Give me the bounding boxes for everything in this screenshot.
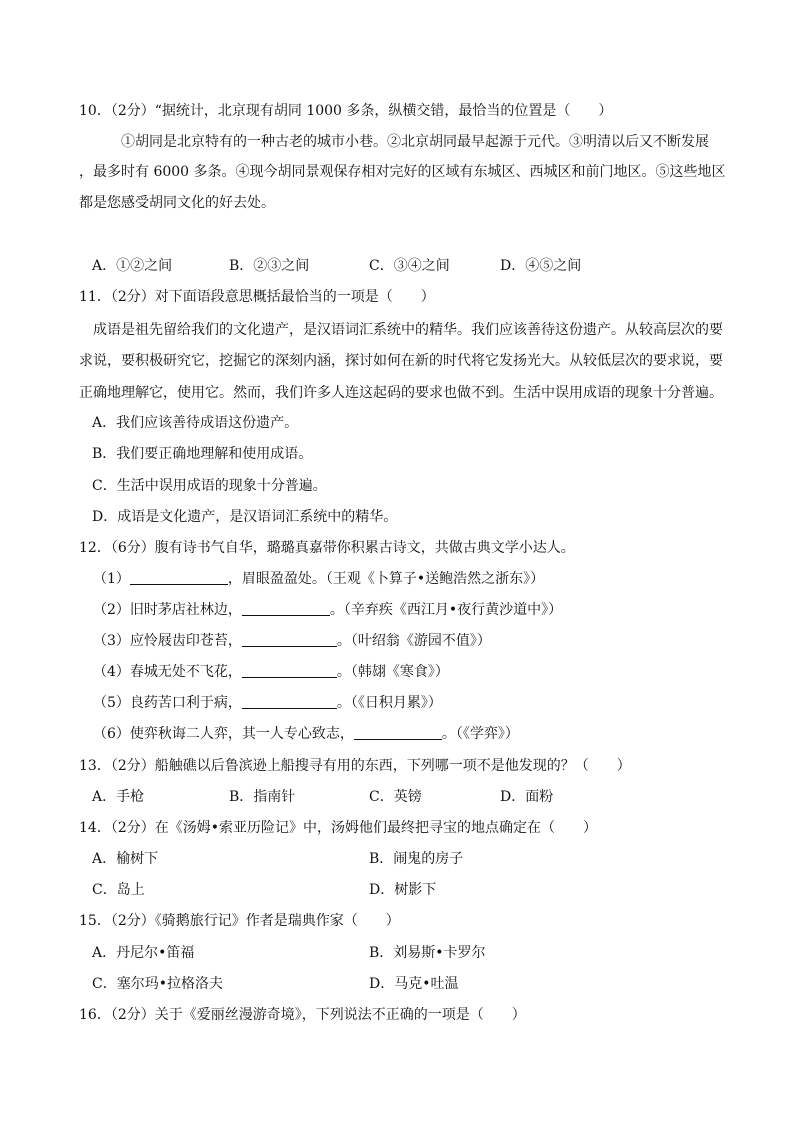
q10-passage-line-3: 都是您感受胡同文化的好去处。 [79,195,275,211]
q12-item-1 [93,570,544,588]
q12-item-4-prefix: （4）春城无处不飞花， [93,664,242,680]
q12-item-1-suffix: ，眉眼盈盈处。（王观《卜算子•送鲍浩然之浙东》） [227,571,545,587]
q12-item-6-blank[interactable] [354,725,442,740]
q13-option-b[interactable]: B．指南针 [229,789,296,805]
q12-item-4-blank[interactable] [242,663,337,678]
q12-item-5-prefix: （5）良药苦口利于病， [93,695,242,711]
q14-option-c[interactable]: C．岛上 [92,882,145,898]
q11-stem: 11．（2分）对下面语段意思概括最恰当的一项是（ ） [79,289,435,305]
q11-passage-line-2: 求说，要积极研究它，挖掘它的深刻内涵，探讨如何在新的时代将它发扬光大。从较低层次的要求说，要 [79,353,723,369]
q12-item-5-suffix: 。（《日积月累》） [336,695,442,711]
q14-stem: 14．（2分）在《汤姆•索亚历险记》中，汤姆他们最终把寻宝的地点确定在（ ） [79,820,597,836]
q10-option-c[interactable]: C．③④之间 [369,258,450,274]
q12-item-1-blank[interactable] [130,570,228,585]
q14-option-d[interactable]: D．树影下 [369,882,437,898]
q12-item-5 [93,694,442,712]
q12-item-4 [93,663,449,681]
q12-stem: 12．（6分）腹有诗书气自华，璐璐真嘉带你积累古诗文，共做古典文学小达人。 [79,540,575,556]
q13-stem: 13．（2分）船触礁以后鲁滨逊上船搜寻有用的东西，下列哪一项不是他发现的？（ ） [79,758,631,774]
q11-option-c[interactable]: C．生活中误用成语的现象十分普遍。 [92,478,327,494]
q10-option-b[interactable]: B．②③之间 [229,258,310,274]
q15-option-b[interactable]: B．刘易斯•卡罗尔 [369,945,486,961]
q13-option-d[interactable]: D．面粉 [500,789,554,805]
q10-option-d[interactable]: D．④⑤之间 [500,258,582,274]
q11-passage-line-3: 正确地理解它，使用它。然而，我们许多人连这起码的要求也做不到。生活中误用成语的现象十分普遍。 [79,385,723,401]
q15-option-c[interactable]: C．塞尔玛•拉格洛夫 [92,976,223,992]
q12-item-3-prefix: （3）应怜屐齿印苍苔， [93,633,242,649]
q15-option-a[interactable]: A．丹尼尔•笛福 [92,945,195,961]
q15-stem: 15．（2分）《骑鹅旅行记》作者是瑞典作家（ ） [79,913,400,929]
q12-item-6-suffix: 。（《学弈》） [441,726,519,742]
q11-option-d[interactable]: D．成语是文化遗产，是汉语词汇系统中的精华。 [92,509,398,525]
q12-item-3-suffix: 。（叶绍翁《游园不值》） [336,633,491,649]
q12-item-6 [93,725,519,743]
q11-passage-line-1: 成语是祖先留给我们的文化遗产，是汉语词汇系统中的精华。我们应该善待这份遗产。从较高层次的要 [93,322,723,338]
q12-item-3 [93,632,491,650]
q13-option-c[interactable]: C．英镑 [369,789,422,805]
q10-option-a[interactable]: A．①②之间 [92,258,173,274]
q10-passage-line-2: ，最多时有 6000 多条。④现今胡同景观保存相对完好的区域有东城区、西城区和前门地区。⑤这些地区 [79,164,726,180]
q12-item-2-blank[interactable] [242,601,330,616]
q12-item-6-prefix: （6）使弈秋诲二人弈，其一人专心致志， [93,726,354,742]
q12-item-3-blank[interactable] [242,632,337,647]
q12-item-5-blank[interactable] [242,694,337,709]
q12-item-2-prefix: （2）旧时茅店社林边， [93,602,242,618]
q14-option-a[interactable]: A．榆树下 [92,851,159,867]
q13-option-a[interactable]: A．手枪 [92,789,145,805]
q11-option-a[interactable]: A．我们应该善待成语这份遗产。 [92,415,299,431]
q15-option-d[interactable]: D．马克•吐温 [369,976,459,992]
q16-stem: 16．（2分）关于《爱丽丝漫游奇境》，下列说法不正确的一项是（ ） [79,1007,526,1023]
q12-item-2-suffix: 。（辛弃疾《西江月•夜行黄沙道中》） [329,602,563,618]
q12-item-2 [93,601,562,619]
q12-item-4-suffix: 。（韩翃《寒食》） [336,664,449,680]
q10-stem: 10．（2分）“据统计，北京现有胡同 1000 多条，纵横交错，最恰当的位置是（ ） [79,103,613,119]
q12-item-1-prefix: （1） [93,571,130,587]
q14-option-b[interactable]: B．闹鬼的房子 [369,851,464,867]
q11-option-b[interactable]: B．我们要正确地理解和使用成语。 [92,446,313,462]
q10-passage-line-1: ①胡同是北京特有的一种古老的城市小巷。②北京胡同最早起源于元代。③明清以后又不断发展 [121,134,709,150]
